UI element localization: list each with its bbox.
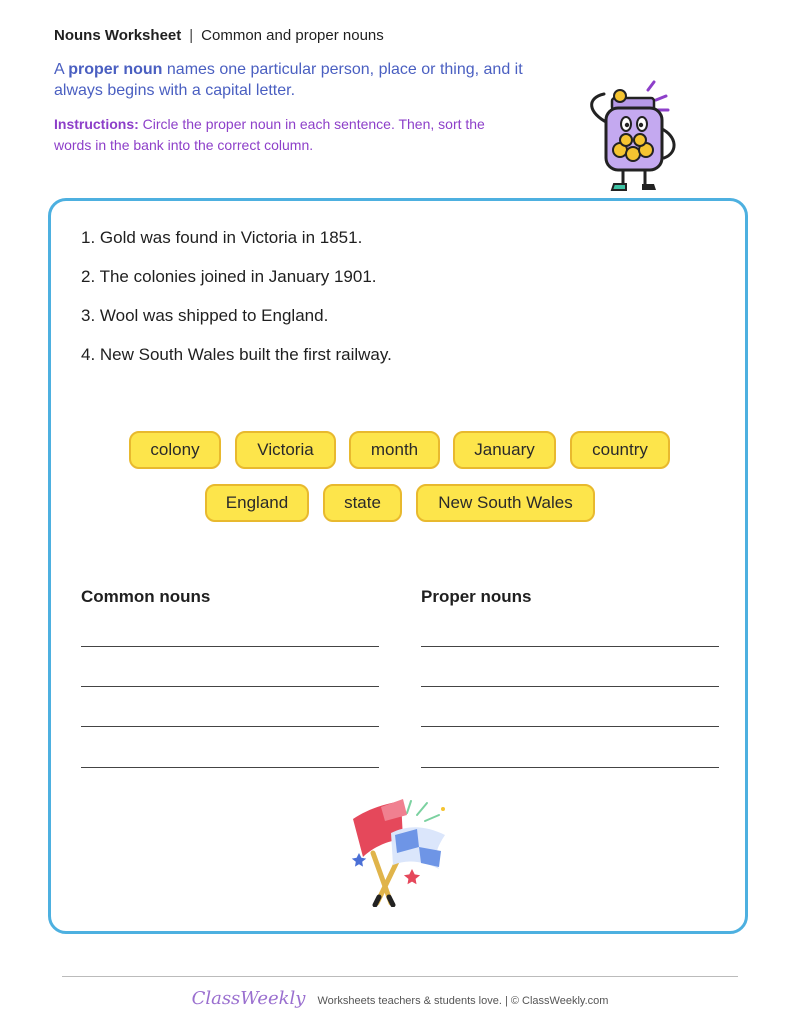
instructions-label: Instructions: — [54, 116, 139, 132]
common-noun-answer-line[interactable] — [81, 767, 379, 768]
proper-noun-answer-line[interactable] — [421, 726, 719, 727]
definition-rest: names one particular person, place or thing, and it always begins with a capital letter. — [54, 61, 523, 99]
word-chip-england[interactable]: England — [205, 484, 309, 522]
proper-noun-answer-line[interactable] — [421, 686, 719, 687]
proper-noun-answer-line[interactable] — [421, 767, 719, 768]
worksheet-header — [54, 27, 384, 44]
proper-nouns-heading: Proper nouns — [421, 587, 532, 606]
word-chip-january[interactable]: January — [453, 431, 556, 469]
definition-prefix: A — [54, 61, 69, 78]
sentence-2[interactable]: 2. The colonies joined in January 1901. — [81, 267, 377, 286]
worksheet-title: Nouns Worksheet — [54, 27, 182, 44]
header-separator: | — [189, 27, 194, 44]
footer-divider — [62, 976, 738, 977]
word-chip-victoria[interactable]: Victoria — [235, 431, 336, 469]
coin-jar-mascot-icon — [578, 78, 680, 196]
classweekly-logo[interactable]: ClassWeekly — [191, 988, 306, 1009]
sentence-3[interactable]: 3. Wool was shipped to England. — [81, 306, 329, 325]
common-nouns-heading: Common nouns — [81, 587, 211, 606]
word-chip-state[interactable]: state — [323, 484, 402, 522]
word-chip-new-south-wales[interactable]: New South Wales — [416, 484, 595, 522]
instructions-body: Circle the proper noun in each sentence. Then, sort the words in the bank into the correct column. — [54, 116, 485, 153]
definition-term: proper noun — [68, 61, 163, 78]
word-chip-colony[interactable]: colony — [129, 431, 221, 469]
common-noun-answer-line[interactable] — [81, 646, 379, 647]
sentence-1[interactable]: 1. Gold was found in Victoria in 1851. — [81, 228, 363, 247]
definition-text — [54, 59, 574, 101]
common-noun-answer-line[interactable] — [81, 686, 379, 687]
word-chip-month[interactable]: month — [349, 431, 440, 469]
common-noun-answer-line[interactable] — [81, 726, 379, 727]
worksheet-subtitle: Common and proper nouns — [201, 27, 384, 44]
sentence-4[interactable]: 4. New South Wales built the first railway. — [81, 345, 392, 364]
word-chip-country[interactable]: country — [570, 431, 670, 469]
footer — [0, 988, 800, 1009]
instructions-text — [54, 114, 524, 156]
crossed-flags-icon — [345, 795, 455, 907]
footer-tagline: Worksheets teachers & students love. | © ClassWeekly.com — [317, 995, 609, 1007]
proper-noun-answer-line[interactable] — [421, 646, 719, 647]
